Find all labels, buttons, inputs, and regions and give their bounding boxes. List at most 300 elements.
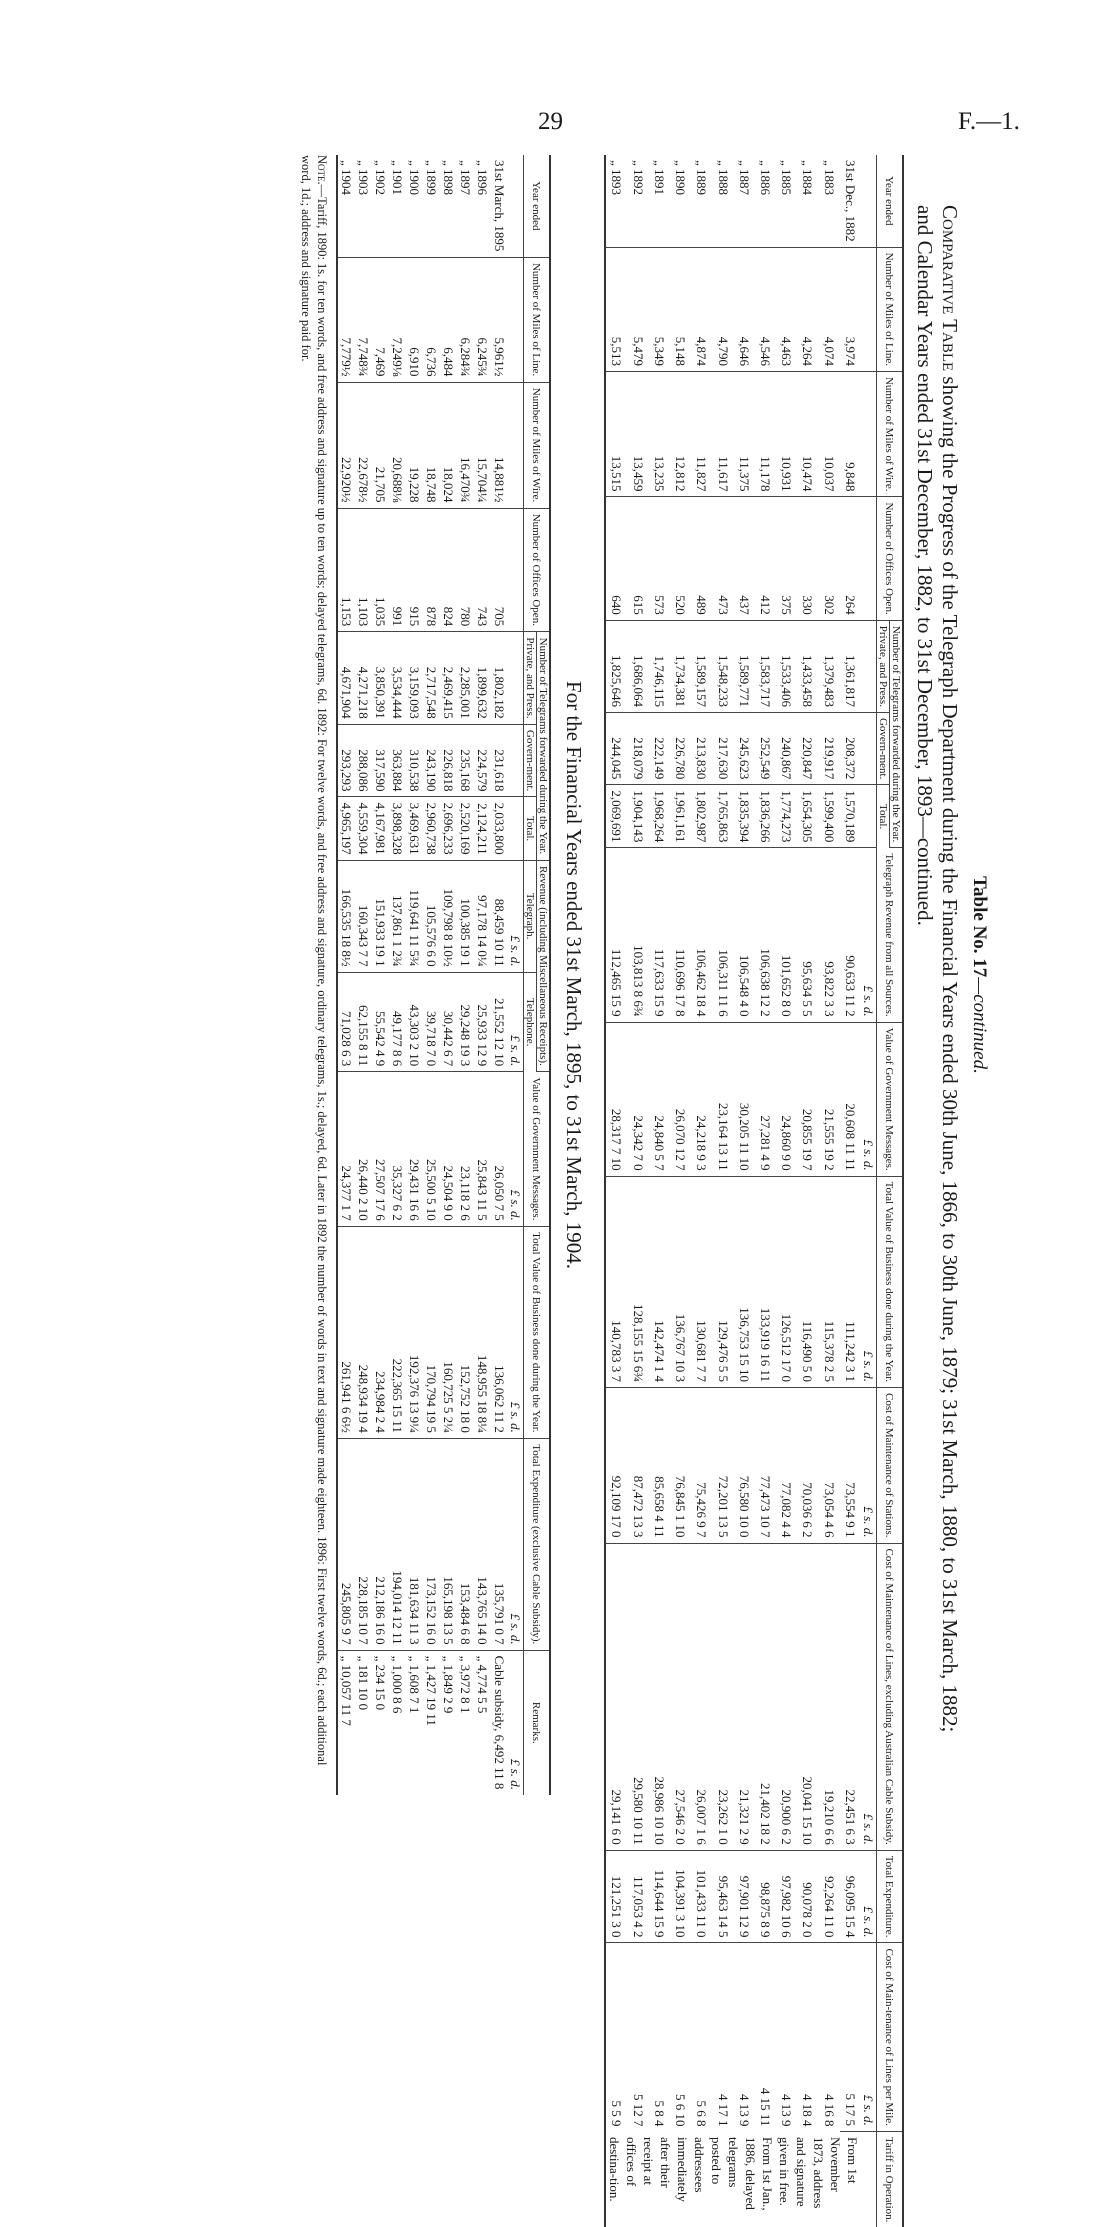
cell-line: 5,148 <box>670 247 691 371</box>
cell-tot: 2,033,800 <box>491 797 508 860</box>
cell-tp: 55,542 4 9 <box>372 972 389 1072</box>
cell-gm: 35,327 6 2 <box>389 1072 406 1227</box>
cell-lin: 22,451 6 3 <box>840 1543 861 1850</box>
table-title-lead: Comparative Table <box>938 205 962 372</box>
cell-tot: 1,774,273 <box>776 785 797 848</box>
cell-line: 4,646 <box>734 247 755 371</box>
cell-gov: 226,818 <box>440 724 457 797</box>
cell-tot: 4,167,981 <box>372 797 389 860</box>
cell-rev: 106,548 4 0 <box>734 848 755 1022</box>
units-cell-gov <box>508 724 524 797</box>
cell-bus: 130,681 7 7 <box>691 1176 712 1387</box>
cell-wire: 11,375 <box>734 371 755 497</box>
cell-wire: 15,704¼ <box>474 382 491 508</box>
col-gov-messages: Value of Government Messages. <box>877 1022 904 1176</box>
cell-gm: 24,840 5 7 <box>649 1022 670 1176</box>
cell-exp: 153,484 6 8 <box>457 1438 474 1650</box>
cell-gm: 24,504 9 0 <box>440 1072 457 1227</box>
cell-lin: 28,986 10 10 <box>649 1543 670 1850</box>
cell-year: „ 1886 <box>755 155 776 247</box>
cell-exp: 143,765 14 0 <box>474 1438 491 1650</box>
page-number: 29 <box>538 108 563 135</box>
cell-rem: „ 10,057 11 7 <box>339 1655 354 1726</box>
cell-lin: 21,402 18 2 <box>755 1543 776 1850</box>
cell-wire: 21,705 <box>372 382 389 508</box>
cell-exp: 212,186 16 0 <box>372 1438 389 1650</box>
units-cell-pm: £ s. d. <box>861 1943 877 2131</box>
cell-tg: 109,798 8 10½ <box>440 860 457 972</box>
cell-priv: 1,433,458 <box>797 620 818 712</box>
cell-rem: „ 1,849 2 9 <box>441 1655 456 1714</box>
cell-pm: 5 17 5 <box>840 1943 861 2131</box>
cell-gm: 24,377 1 7 <box>337 1072 355 1227</box>
cell-off: 473 <box>712 497 733 620</box>
cell-gov: 293,293 <box>337 724 355 797</box>
cell-priv: 1,379,483 <box>819 620 840 712</box>
cell-off: 780 <box>457 508 474 632</box>
cell-pm: 5 8 4 <box>651 2100 667 2127</box>
cell-priv: 1,734,381 <box>670 620 691 712</box>
col-telegraph: Telegraph. <box>524 860 537 972</box>
cell-line: 4,264 <box>797 247 818 371</box>
units-cell-rev: £ s. d. <box>861 848 877 1022</box>
cell-bus: 136,767 10 3 <box>670 1176 691 1387</box>
col-government: Govern-ment. <box>524 724 537 797</box>
cell-priv: 3,159,093 <box>406 632 423 725</box>
cell-lin: 29,141 6 0 <box>605 1543 628 1850</box>
cell-exp: 194,014 12 11 <box>389 1438 406 1650</box>
cell-priv: 1,589,157 <box>691 620 712 712</box>
cell-wire: 16,470¾ <box>457 382 474 508</box>
cell-rev: 103,813 8 6¾ <box>628 848 649 1022</box>
cell-line: 5,513 <box>605 247 628 371</box>
cell-priv: 4,271,218 <box>355 632 372 725</box>
cell-priv: 4,671,904 <box>337 632 355 725</box>
cell-sta: 73,054 4 6 <box>819 1387 840 1543</box>
cell-exp: 245,805 9 7 <box>337 1438 355 1650</box>
cell-year: 31st March, 1895 <box>491 155 508 257</box>
cell-gm: 26,440 2 10 <box>355 1072 372 1227</box>
cell-gm: 24,860 9 0 <box>776 1022 797 1176</box>
cell-off: 412 <box>755 497 776 620</box>
cell-priv: 1,802,182 <box>491 632 508 725</box>
cell-gm: 27,281 4 9 <box>755 1022 776 1176</box>
cell-wire: 18,024 <box>440 382 457 508</box>
units-cell-year <box>508 155 524 257</box>
cell-lin: 20,041 15 10 <box>797 1543 818 1850</box>
col-expenditure: Total Expenditure (exclusive Cable Subsidy). <box>524 1438 551 1650</box>
cell-rev: 106,311 11 6 <box>712 848 733 1022</box>
cell-sta: 77,473 10 7 <box>755 1387 776 1543</box>
cell-rem: „ 234 15 0 <box>373 1655 388 1711</box>
cell-priv: 1,548,233 <box>712 620 733 712</box>
cell-year: „ 1896 <box>474 155 491 257</box>
col-revenue-group: Revenue (including Miscellaneous Receipts). <box>537 860 551 1072</box>
cell-bus: 136,753 15 10 <box>734 1176 755 1387</box>
cell-bus: 248,934 19 4 <box>355 1226 372 1438</box>
cell-lin: 19,210 6 6 <box>819 1543 840 1850</box>
cell-tot: 1,904,143 <box>628 785 649 848</box>
cell-exp: 101,433 11 0 <box>691 1850 712 1943</box>
cell-gov: 222,149 <box>649 712 670 784</box>
cell-tp: 29,248 19 3 <box>457 972 474 1072</box>
cell-rev: 93,822 3 3 <box>819 848 840 1022</box>
cell-gm: 25,843 11 5 <box>474 1072 491 1227</box>
cell-gov: 240,867 <box>776 712 797 784</box>
table-row <box>776 155 797 2227</box>
cell-year: „ 1897 <box>457 155 474 257</box>
cell-gm: 26,070 12 7 <box>670 1022 691 1176</box>
cell-wire: 14,881½ <box>491 382 508 508</box>
cell-year: „ 1891 <box>649 155 670 247</box>
units-cell-tot <box>508 797 524 860</box>
cell-gm: 23,118 2 6 <box>457 1072 474 1227</box>
col-expenditure: Total Expenditure. <box>877 1850 904 1943</box>
cell-lin: 21,321 2 9 <box>734 1543 755 1850</box>
col-telegrams-group: Number of Telegrams forwarded during the Year. <box>890 620 904 848</box>
cell-priv: 1,361,817 <box>840 620 861 712</box>
col-miles-line: Number of Miles of Line. <box>524 257 551 382</box>
cell-year: „ 1884 <box>797 155 818 247</box>
cell-tot: 1,802,987 <box>691 785 712 848</box>
cell-rev: 106,638 12 2 <box>755 848 776 1022</box>
cell-tot: 1,570,189 <box>840 785 861 848</box>
cell-priv: 1,746,115 <box>649 620 670 712</box>
cell-exp: 92,264 11 0 <box>819 1850 840 1943</box>
table-row <box>406 155 423 1795</box>
units-cell-exp: £ s. d. <box>861 1850 877 1943</box>
cell-rem: „ 3,972 8 1 <box>458 1655 473 1714</box>
cell-exp: 121,251 3 0 <box>605 1850 628 1943</box>
cell-pm: 4 13 9 <box>736 2093 752 2127</box>
cell-rem: Cable subsidy, 6,492 11 8 <box>492 1655 507 1790</box>
cell-gov: 213,830 <box>691 712 712 784</box>
cell-wire: 10,037 <box>819 371 840 497</box>
cell-exp: 117,053 4 2 <box>628 1850 649 1943</box>
cell-line: 3,974 <box>840 247 861 371</box>
cell-wire: 11,827 <box>691 371 712 497</box>
table-row <box>712 155 733 2227</box>
cell-exp: 98,875 8 9 <box>755 1850 776 1943</box>
cell-sta: 76,580 10 0 <box>734 1387 755 1543</box>
cell-gov: 244,045 <box>605 712 628 784</box>
cell-gov: 288,086 <box>355 724 372 797</box>
col-tariff: Tariff in Operation. <box>877 2131 904 2227</box>
cell-priv: 2,285,001 <box>457 632 474 725</box>
cell-line: 4,463 <box>776 247 797 371</box>
cell-gm: 25,500 5 10 <box>423 1072 440 1227</box>
table-row <box>734 155 755 2227</box>
cell-gov: 217,630 <box>712 712 733 784</box>
cell-exp: 173,152 16 0 <box>423 1438 440 1650</box>
cell-line: 5,479 <box>628 247 649 371</box>
cell-tp: 43,303 2 10 <box>406 972 423 1072</box>
cell-tg: 97,178 14 0¼ <box>474 860 491 972</box>
cell-priv: 1,899,632 <box>474 632 491 725</box>
table-row <box>337 155 355 1795</box>
cell-gov: 218,079 <box>628 712 649 784</box>
col-government: Govern-ment. <box>877 712 890 784</box>
cell-priv: 1,583,717 <box>755 620 776 712</box>
cell-gm: 20,608 11 11 <box>840 1022 861 1176</box>
cell-sta: 76,845 1 10 <box>670 1387 691 1543</box>
cell-gm: 21,555 19 2 <box>819 1022 840 1176</box>
page-header <box>0 108 1114 148</box>
cell-line: 6,245¾ <box>474 257 491 382</box>
sub-title: For the Financial Years ended 31st March, 1895, to 31st March, 1904. <box>562 681 586 1269</box>
table-row <box>372 155 389 1795</box>
cell-gm: 26,050 7 5 <box>491 1072 508 1227</box>
cell-wire: 19,228 <box>406 382 423 508</box>
cell-wire: 13,459 <box>628 371 649 497</box>
cell-year: „ 1887 <box>734 155 755 247</box>
cell-gov: 252,549 <box>755 712 776 784</box>
units-cell-sta: £ s. d. <box>861 1387 877 1543</box>
units-cell-off <box>861 497 877 620</box>
cell-line: 7,748¾ <box>355 257 372 382</box>
cell-exp: 96,095 15 4 <box>840 1850 861 1943</box>
cell-bus: 142,474 1 4 <box>649 1176 670 1387</box>
cell-bus: 222,365 15 11 <box>389 1226 406 1438</box>
cell-bus: 192,376 13 9¼ <box>406 1226 423 1438</box>
units-cell-year <box>861 155 877 247</box>
units-cell-tg: £ s. d. <box>508 860 524 972</box>
units-row <box>508 155 524 1795</box>
cell-exp: 181,634 11 3 <box>406 1438 423 1650</box>
col-business: Total Value of Business done during the Year. <box>877 1176 904 1387</box>
cell-wire: 11,178 <box>755 371 776 497</box>
cell-pm: 5 6 10 <box>673 2093 689 2127</box>
col-year: Year ended <box>524 155 551 257</box>
cell-line: 4,546 <box>755 247 776 371</box>
units-cell-lin: £ s. d. <box>861 1543 877 1850</box>
cell-rem: „ 1,427 19 11 <box>424 1655 439 1726</box>
cell-priv: 2,469,415 <box>440 632 457 725</box>
cell-tot: 2,124,211 <box>474 797 491 860</box>
cell-tp: 21,552 12 10 <box>491 972 508 1072</box>
units-cell-tp: £ s. d. <box>508 972 524 1072</box>
cell-rev: 112,465 15 9 <box>605 848 628 1022</box>
table-row <box>819 155 840 2227</box>
cell-year: „ 1901 <box>389 155 406 257</box>
cell-year: „ 1883 <box>819 155 840 247</box>
cell-gov: 235,168 <box>457 724 474 797</box>
cell-tg: 105,576 6 0 <box>423 860 440 972</box>
note-text: —Tariff, 1890: 1s. for ten words, and free address and signature up to ten words; delayed telegrams, 6d. 1892: For twelve words, and free address and signature, ordinary telegrams, 1s.; delayed, 6d. Later in 1892 the number of words in text and signature made eighteen. 1896: First twelve words, 6d.; each additional word, 1d.; address and signature paid for. <box>299 155 329 1766</box>
cell-wire: 13,515 <box>605 371 628 497</box>
cell-bus: 115,378 2 5 <box>819 1176 840 1387</box>
cell-tg: 137,861 1 2¾ <box>389 860 406 972</box>
col-offices: Number of Offices Open. <box>877 497 904 620</box>
cell-pm: 4 13 9 <box>779 2093 795 2127</box>
cell-gov: 220,847 <box>797 712 818 784</box>
cell-exp: 90,078 2 0 <box>797 1850 818 1943</box>
cell-off: 743 <box>474 508 491 632</box>
table-number-label: Table No. 17 <box>969 876 990 978</box>
cell-rev: 117,633 15 9 <box>649 848 670 1022</box>
cell-tot: 2,520,169 <box>457 797 474 860</box>
cell-pm: 4 15 11 <box>758 2087 774 2127</box>
cell-gov: 310,538 <box>406 724 423 797</box>
cell-tot: 2,696,233 <box>440 797 457 860</box>
cell-sta: 73,554 9 1 <box>840 1387 861 1543</box>
cell-priv: 1,825,646 <box>605 620 628 712</box>
cell-bus: 152,752 18 0 <box>457 1226 474 1438</box>
table-financial-years-body <box>337 155 524 1795</box>
units-cell-rem: £ s. d. <box>508 1758 523 1790</box>
cell-bus: 116,490 5 0 <box>797 1176 818 1387</box>
table-row <box>474 155 491 1795</box>
table-calendar-years <box>604 155 904 2227</box>
cell-year: „ 1904 <box>337 155 355 257</box>
cell-line: 6,484 <box>440 257 457 382</box>
cell-off: 1,153 <box>337 508 355 632</box>
cell-sta: 75,426 9 7 <box>691 1387 712 1543</box>
table-row <box>628 155 649 2227</box>
cell-off: 915 <box>406 508 423 632</box>
cell-gov: 245,623 <box>734 712 755 784</box>
note-label: Note. <box>315 155 329 185</box>
cell-tot: 1,654,305 <box>797 785 818 848</box>
cell-year: 31st Dec., 1882 <box>840 155 861 247</box>
cell-year: „ 1893 <box>605 155 628 247</box>
cell-line: 7,249⅛ <box>389 257 406 382</box>
units-cell-priv <box>861 620 877 712</box>
cell-sta: 72,201 13 5 <box>712 1387 733 1543</box>
cell-sta: 77,082 4 4 <box>776 1387 797 1543</box>
units-cell-gov <box>861 712 877 784</box>
cell-tot: 2,069,691 <box>605 785 628 848</box>
table-calendar-years-body <box>605 155 877 2227</box>
cell-line: 6,284¾ <box>457 257 474 382</box>
cell-off: 991 <box>389 508 406 632</box>
cell-gov: 363,884 <box>389 724 406 797</box>
units-cell-bus: £ s. d. <box>508 1226 524 1438</box>
cell-tg: 160,343 7 7 <box>355 860 372 972</box>
col-total: Total. <box>877 785 890 848</box>
cell-tot: 2,960,738 <box>423 797 440 860</box>
cell-line: 6,736 <box>423 257 440 382</box>
cell-rem: „ 181 10 0 <box>356 1655 371 1711</box>
units-cell-tariff <box>861 2131 877 2227</box>
cell-bus: 234,984 2 4 <box>372 1226 389 1438</box>
cell-bus: 261,941 6 6½ <box>337 1226 355 1438</box>
cell-off: 375 <box>776 497 797 620</box>
col-telephone: Telephone. <box>524 972 537 1072</box>
cell-tot: 1,961,161 <box>670 785 691 848</box>
tariff-note <box>298 155 330 1795</box>
cell-exp: 95,463 14 5 <box>712 1850 733 1943</box>
col-telegrams-group: Number of Telegrams forwarded during the Year. <box>537 632 551 860</box>
cell-line: 7,779½ <box>337 257 355 382</box>
cell-gov: 231,618 <box>491 724 508 797</box>
cell-bus: 136,062 11 2 <box>491 1226 508 1438</box>
cell-off: 824 <box>440 508 457 632</box>
cell-line: 6,910 <box>406 257 423 382</box>
cell-gm: 30,205 11 10 <box>734 1022 755 1176</box>
cell-tp: 49,177 8 6 <box>389 972 406 1072</box>
cell-off: 878 <box>423 508 440 632</box>
col-revenue: Telegraph Revenue from all Sources. <box>877 848 904 1022</box>
col-stations: Cost of Maintenance of Stations. <box>877 1387 904 1543</box>
cell-tot: 1,835,394 <box>734 785 755 848</box>
cell-tg: 166,535 18 8½ <box>337 860 355 972</box>
cell-tot: 1,968,264 <box>649 785 670 848</box>
cell-rev: 106,462 18 4 <box>691 848 712 1022</box>
cell-line: 4,790 <box>712 247 733 371</box>
cell-year: „ 1898 <box>440 155 457 257</box>
cell-line: 4,874 <box>691 247 712 371</box>
units-row <box>861 155 877 2227</box>
cell-gm: 28,317 7 10 <box>605 1022 628 1176</box>
cell-lin: 23,262 1 0 <box>712 1543 733 1850</box>
col-lines: Cost of Maintenance of Lines, excluding Australian Cable Subsidy. <box>877 1543 904 1850</box>
cell-exp: 114,644 15 9 <box>649 1850 670 1943</box>
cell-off: 264 <box>840 497 861 620</box>
cell-gm: 29,431 16 6 <box>406 1072 423 1227</box>
cell-gm: 23,164 13 11 <box>712 1022 733 1176</box>
cell-bus: 128,155 15 6¾ <box>628 1176 649 1387</box>
cell-wire: 10,474 <box>797 371 818 497</box>
cell-line: 7,469 <box>372 257 389 382</box>
units-cell-wire <box>861 371 877 497</box>
cell-year: „ 1900 <box>406 155 423 257</box>
cell-priv: 3,534,444 <box>389 632 406 725</box>
cell-off: 640 <box>605 497 628 620</box>
table-row <box>491 155 508 1795</box>
cell-exp: 97,901 12 9 <box>734 1850 755 1943</box>
cell-gm: 27,507 17 6 <box>372 1072 389 1227</box>
table-row <box>797 155 818 2227</box>
col-miles-wire: Number of Miles of Wire. <box>524 382 551 508</box>
cell-year: „ 1885 <box>776 155 797 247</box>
cell-tg: 88,459 10 11 <box>491 860 508 972</box>
cell-tot: 3,469,631 <box>406 797 423 860</box>
cell-rem: „ 4,774 5 5 <box>475 1655 490 1714</box>
cell-gov: 224,579 <box>474 724 491 797</box>
cell-bus: 126,512 17 0 <box>776 1176 797 1387</box>
units-cell-line <box>861 247 877 371</box>
cell-gov: 219,917 <box>819 712 840 784</box>
cell-wire: 10,931 <box>776 371 797 497</box>
cell-off: 573 <box>649 497 670 620</box>
cell-sta: 70,036 6 2 <box>797 1387 818 1543</box>
col-private: Private, and Press. <box>524 632 537 725</box>
table-row <box>605 155 628 2227</box>
col-remarks: Remarks. <box>524 1650 551 1795</box>
cell-exp: 165,198 13 5 <box>440 1438 457 1650</box>
cell-tg: 100,385 19 1 <box>457 860 474 972</box>
cell-off: 1,035 <box>372 508 389 632</box>
cell-tg: 151,933 19 1 <box>372 860 389 972</box>
cell-priv: 2,717,548 <box>423 632 440 725</box>
cell-priv: 1,686,064 <box>628 620 649 712</box>
table-row <box>457 155 474 1795</box>
col-total: Total. <box>524 797 537 860</box>
cell-exp: 135,791 0 7 <box>491 1438 508 1650</box>
units-cell-line <box>508 257 524 382</box>
table-title <box>912 205 962 1745</box>
cell-tot: 4,559,304 <box>355 797 372 860</box>
table-row <box>670 155 691 2227</box>
cell-wire: 11,617 <box>712 371 733 497</box>
table-row <box>691 155 712 2227</box>
cell-exp: 104,391 3 10 <box>670 1850 691 1943</box>
cell-tp: 25,933 12 9 <box>474 972 491 1072</box>
tariff-text: From 1st November 1873, address and signature given in free. From 1st Jan., 1886, delayed telegrams posted to addressees immediately after their receipt at offices of destina-tion. <box>607 2136 860 2211</box>
col-private: Private, and Press. <box>877 620 890 712</box>
col-miles-line: Number of Miles of Line. <box>877 247 904 371</box>
